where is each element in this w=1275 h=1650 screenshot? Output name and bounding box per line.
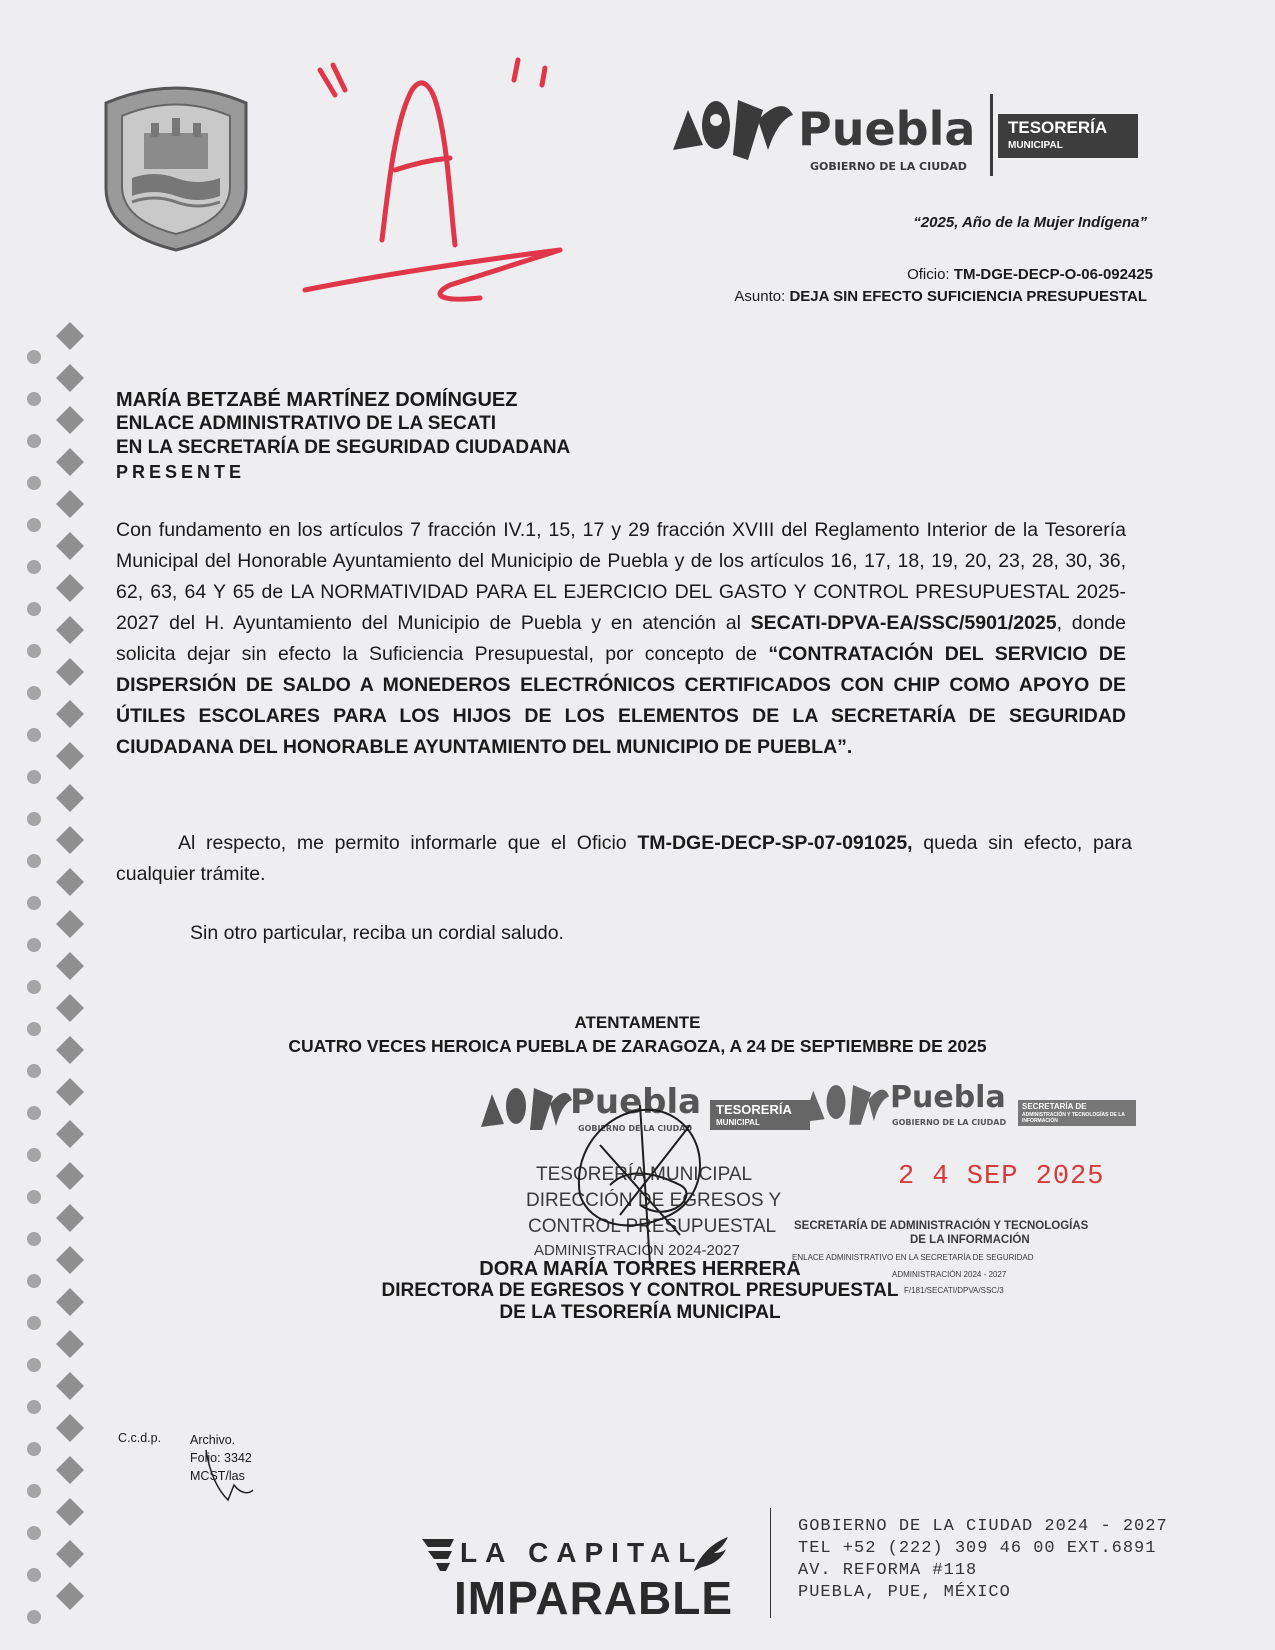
border-diamond <box>56 826 84 854</box>
ccp-label: C.c.d.p. <box>118 1431 162 1445</box>
border-diamond <box>56 1456 84 1484</box>
decorative-border <box>18 322 90 1642</box>
border-flower <box>27 1274 41 1288</box>
stamp-left-city: Puebla <box>570 1082 702 1122</box>
stamp-right-line4: ADMINISTRACIÓN 2024 - 2027 <box>892 1270 1007 1279</box>
border-diamond <box>56 1246 84 1274</box>
asunto-line <box>734 288 1147 305</box>
stamp-right-subtitle: GOBIERNO DE LA CIUDAD <box>892 1118 1007 1127</box>
stamp-emblem-icon <box>478 1082 573 1132</box>
ccp-item: Folio: 3342 <box>190 1451 252 1465</box>
border-flower <box>27 854 41 868</box>
handwritten-a-mark <box>300 40 600 330</box>
place-date: CUATRO VECES HEROICA PUEBLA DE ZARAGOZA, A 24 DE SEPTIEMBRE DE 2025 <box>288 1036 987 1056</box>
ccp-item: Archivo. <box>190 1433 236 1447</box>
addressee-position: ENLACE ADMINISTRATIVO DE LA SECATI <box>116 413 496 434</box>
border-diamond <box>56 364 84 392</box>
border-diamond <box>56 1414 84 1442</box>
stamp-right-line2: DE LA INFORMACIÓN <box>910 1234 1030 1246</box>
border-flower <box>27 602 41 616</box>
received-date-stamp: 2 4 SEP 2025 <box>898 1162 1105 1192</box>
la-capital-imparable-logo <box>420 1535 734 1640</box>
border-flower <box>27 1358 41 1372</box>
border-flower <box>27 1568 41 1582</box>
border-flower <box>27 686 41 700</box>
logo-tesoreria-box <box>998 114 1138 158</box>
stamp-right-dept: SECRETARÍA DE <box>1022 1102 1087 1111</box>
border-flower <box>27 728 41 742</box>
border-diamond <box>56 448 84 476</box>
border-flower <box>27 1148 41 1162</box>
respecto-paragraph <box>116 828 1132 890</box>
body-text-part2: , donde solicita dejar sin efecto la Suficiencia Presupuestal, por concepto de <box>116 612 1126 665</box>
border-diamond <box>56 322 84 350</box>
border-diamond <box>56 1078 84 1106</box>
respecto-reference: TM-DGE-DECP-SP-07-091025, <box>637 832 913 854</box>
logo-divider <box>990 94 993 176</box>
border-flower <box>27 1610 41 1624</box>
signer-title: DIRECTORA DE EGRESOS Y CONTROL PRESUPUESTAL <box>381 1280 899 1301</box>
border-diamond <box>56 574 84 602</box>
wing-left-icon <box>420 1535 456 1575</box>
body-text-part1: Con fundamento en los artículos 7 fracción IV.1, 15, 17 y 29 fracción XVIII del Reglamento Interior de la Tesorería Municipal del Honorable Ayuntamiento del Municipio de Puebla y de los artículos 16, 17, 18, 19, 20, 23, 28, 30, 36, 62, 63, 64 Y 65 de LA NORMATIVIDAD PARA EL EJERCICIO DEL GASTO Y CONTROL PRESUPUESTAL 2025-2027 del H. Ayuntamiento del Municipio de Puebla y en atención al <box>116 519 1126 634</box>
border-diamond <box>56 490 84 518</box>
border-flower <box>27 1190 41 1204</box>
stamp-left-subtitle: GOBIERNO DE LA CIUDAD <box>578 1124 693 1133</box>
addressee-department: EN LA SECRETARÍA DE SEGURIDAD CIUDADANA <box>116 437 571 458</box>
border-diamond <box>56 1330 84 1358</box>
footer-address <box>798 1516 1168 1604</box>
border-diamond <box>56 1120 84 1148</box>
footer-address-line: PUEBLA, PUE, MÉXICO <box>798 1583 1011 1602</box>
logo-dept-name: TESORERÍA <box>1008 118 1108 137</box>
logo-line-imparable: IMPARABLE <box>454 1572 734 1624</box>
stamp-right-dept-sub: ADMINISTRACIÓN Y TECNOLOGÍAS DE LA INFORMACIÓN <box>1022 1112 1125 1124</box>
stamp-right-emblem-icon <box>800 1078 890 1128</box>
border-diamond <box>56 1498 84 1526</box>
stamp-right-city: Puebla <box>890 1080 1006 1115</box>
puebla-tesoreria-logo <box>668 88 1138 188</box>
footer-address-line: GOBIERNO DE LA CIUDAD 2024 - 2027 <box>798 1517 1168 1536</box>
logo-subtitle: GOBIERNO DE LA CIUDAD <box>810 160 967 173</box>
border-flower <box>27 518 41 532</box>
oficio-label: Oficio: <box>907 266 950 283</box>
border-flower <box>27 392 41 406</box>
addressee-presente: PRESENTE <box>116 462 246 482</box>
border-flower <box>27 1232 41 1246</box>
border-flower <box>27 1106 41 1120</box>
addressee-name: MARÍA BETZABÉ MARTÍNEZ DOMÍNGUEZ <box>116 389 518 411</box>
stamp-left-dept: TESORERÍA <box>716 1102 792 1117</box>
stamp-right-line5: F/181/SECATI/DPVA/SSC/3 <box>904 1286 1004 1295</box>
border-flower <box>27 350 41 364</box>
border-diamond <box>56 742 84 770</box>
body-paragraph <box>116 515 1126 763</box>
border-diamond <box>56 1582 84 1610</box>
respecto-part2: queda sin efecto, para cualquier trámite. <box>116 832 1132 885</box>
border-flower <box>27 1484 41 1498</box>
border-diamond <box>56 658 84 686</box>
border-flower <box>27 1064 41 1078</box>
initials-scribble <box>198 1445 258 1505</box>
stamp-left-dept-sub: MUNICIPAL <box>716 1118 760 1127</box>
footer-address-line: AV. REFORMA #118 <box>798 1561 978 1580</box>
footer-address-line: TEL +52 (222) 309 46 00 EXT.6891 <box>798 1539 1157 1558</box>
border-flower <box>27 770 41 784</box>
border-flower <box>27 1316 41 1330</box>
border-flower <box>27 812 41 826</box>
border-diamond <box>56 910 84 938</box>
border-diamond <box>56 700 84 728</box>
border-diamond <box>56 1372 84 1400</box>
border-flower <box>27 938 41 952</box>
stamp-left-line2: DIRECCIÓN DE EGRESOS Y <box>526 1190 782 1211</box>
border-flower <box>27 644 41 658</box>
signer-block <box>360 1258 920 1324</box>
atentamente: ATENTAMENTE <box>574 1013 701 1032</box>
border-flower <box>27 980 41 994</box>
border-flower <box>27 896 41 910</box>
logo-line-capital: LA CAPITAL <box>460 1537 704 1568</box>
border-flower <box>27 1400 41 1414</box>
addressee-block <box>116 388 570 484</box>
border-diamond <box>56 1162 84 1190</box>
signer-name: DORA MARÍA TORRES HERRERA <box>479 1258 801 1280</box>
border-flower <box>27 1442 41 1456</box>
border-flower <box>27 1526 41 1540</box>
asunto-label: Asunto: <box>734 288 786 305</box>
stamp-right-line1: SECRETARÍA DE ADMINISTRACIÓN Y TECNOLOGÍAS <box>794 1220 1089 1232</box>
stamp-right-line3: ENLACE ADMINISTRATIVO EN LA SECRETARÍA DE SEGURIDAD <box>792 1253 1034 1262</box>
year-motto: “2025, Año de la Mujer Indígena” <box>913 214 1147 231</box>
border-flower <box>27 560 41 574</box>
stamp-right-dept-box <box>1018 1100 1136 1126</box>
border-diamond <box>56 868 84 896</box>
stamp-left-line3: CONTROL PRESUPUESTAL <box>528 1216 777 1237</box>
ccp-item: MCST/las <box>190 1469 245 1483</box>
border-diamond <box>56 784 84 812</box>
border-diamond <box>56 1288 84 1316</box>
footer-divider <box>770 1508 771 1618</box>
border-diamond <box>56 616 84 644</box>
handwritten-signature <box>560 1085 740 1275</box>
closing-greeting: Sin otro particular, reciba un cordial saludo. <box>190 922 564 944</box>
logo-city-name: Puebla <box>798 102 976 156</box>
border-diamond <box>56 406 84 434</box>
border-diamond <box>56 1204 84 1232</box>
border-diamond <box>56 1540 84 1568</box>
stamp-left-line4: ADMINISTRACIÓN 2024-2027 <box>534 1242 740 1259</box>
stamp-left-line1: TESORERÍA MUNICIPAL <box>536 1164 753 1185</box>
body-concept: “CONTRATACIÓN DEL SERVICIO DE DISPERSIÓN DE SALDO A MONEDEROS ELECTRÓNICOS CERTIFICADOS CON CHIP COMO APOYO DE ÚTILES ESCOLARES PARA LOS HIJOS DE LOS ELEMENTOS DE LA SECRETARÍA DE SEGURIDAD CIUDADANA DEL HONORABLE AYUNTAMIENTO DEL MUNICIPIO DE PUEBLA”. <box>116 643 1126 758</box>
puebla-emblem-icon <box>668 90 798 170</box>
border-flower <box>27 476 41 490</box>
asunto-value: DEJA SIN EFECTO SUFICIENCIA PRESUPUESTAL <box>789 288 1147 305</box>
signer-department: DE LA TESORERÍA MUNICIPAL <box>499 1302 781 1323</box>
respecto-part1: Al respecto, me permito informarle que el Oficio <box>178 832 638 854</box>
logo-dept-sub: MUNICIPAL <box>1008 140 1063 151</box>
oficio-number: TM-DGE-DECP-O-06-092425 <box>953 266 1153 283</box>
oficio-line <box>907 266 1153 283</box>
border-diamond <box>56 952 84 980</box>
city-seal-logo <box>96 78 256 253</box>
border-flower <box>27 434 41 448</box>
border-diamond <box>56 532 84 560</box>
body-reference: SECATI-DPVA-EA/SSC/5901/2025 <box>750 612 1057 634</box>
